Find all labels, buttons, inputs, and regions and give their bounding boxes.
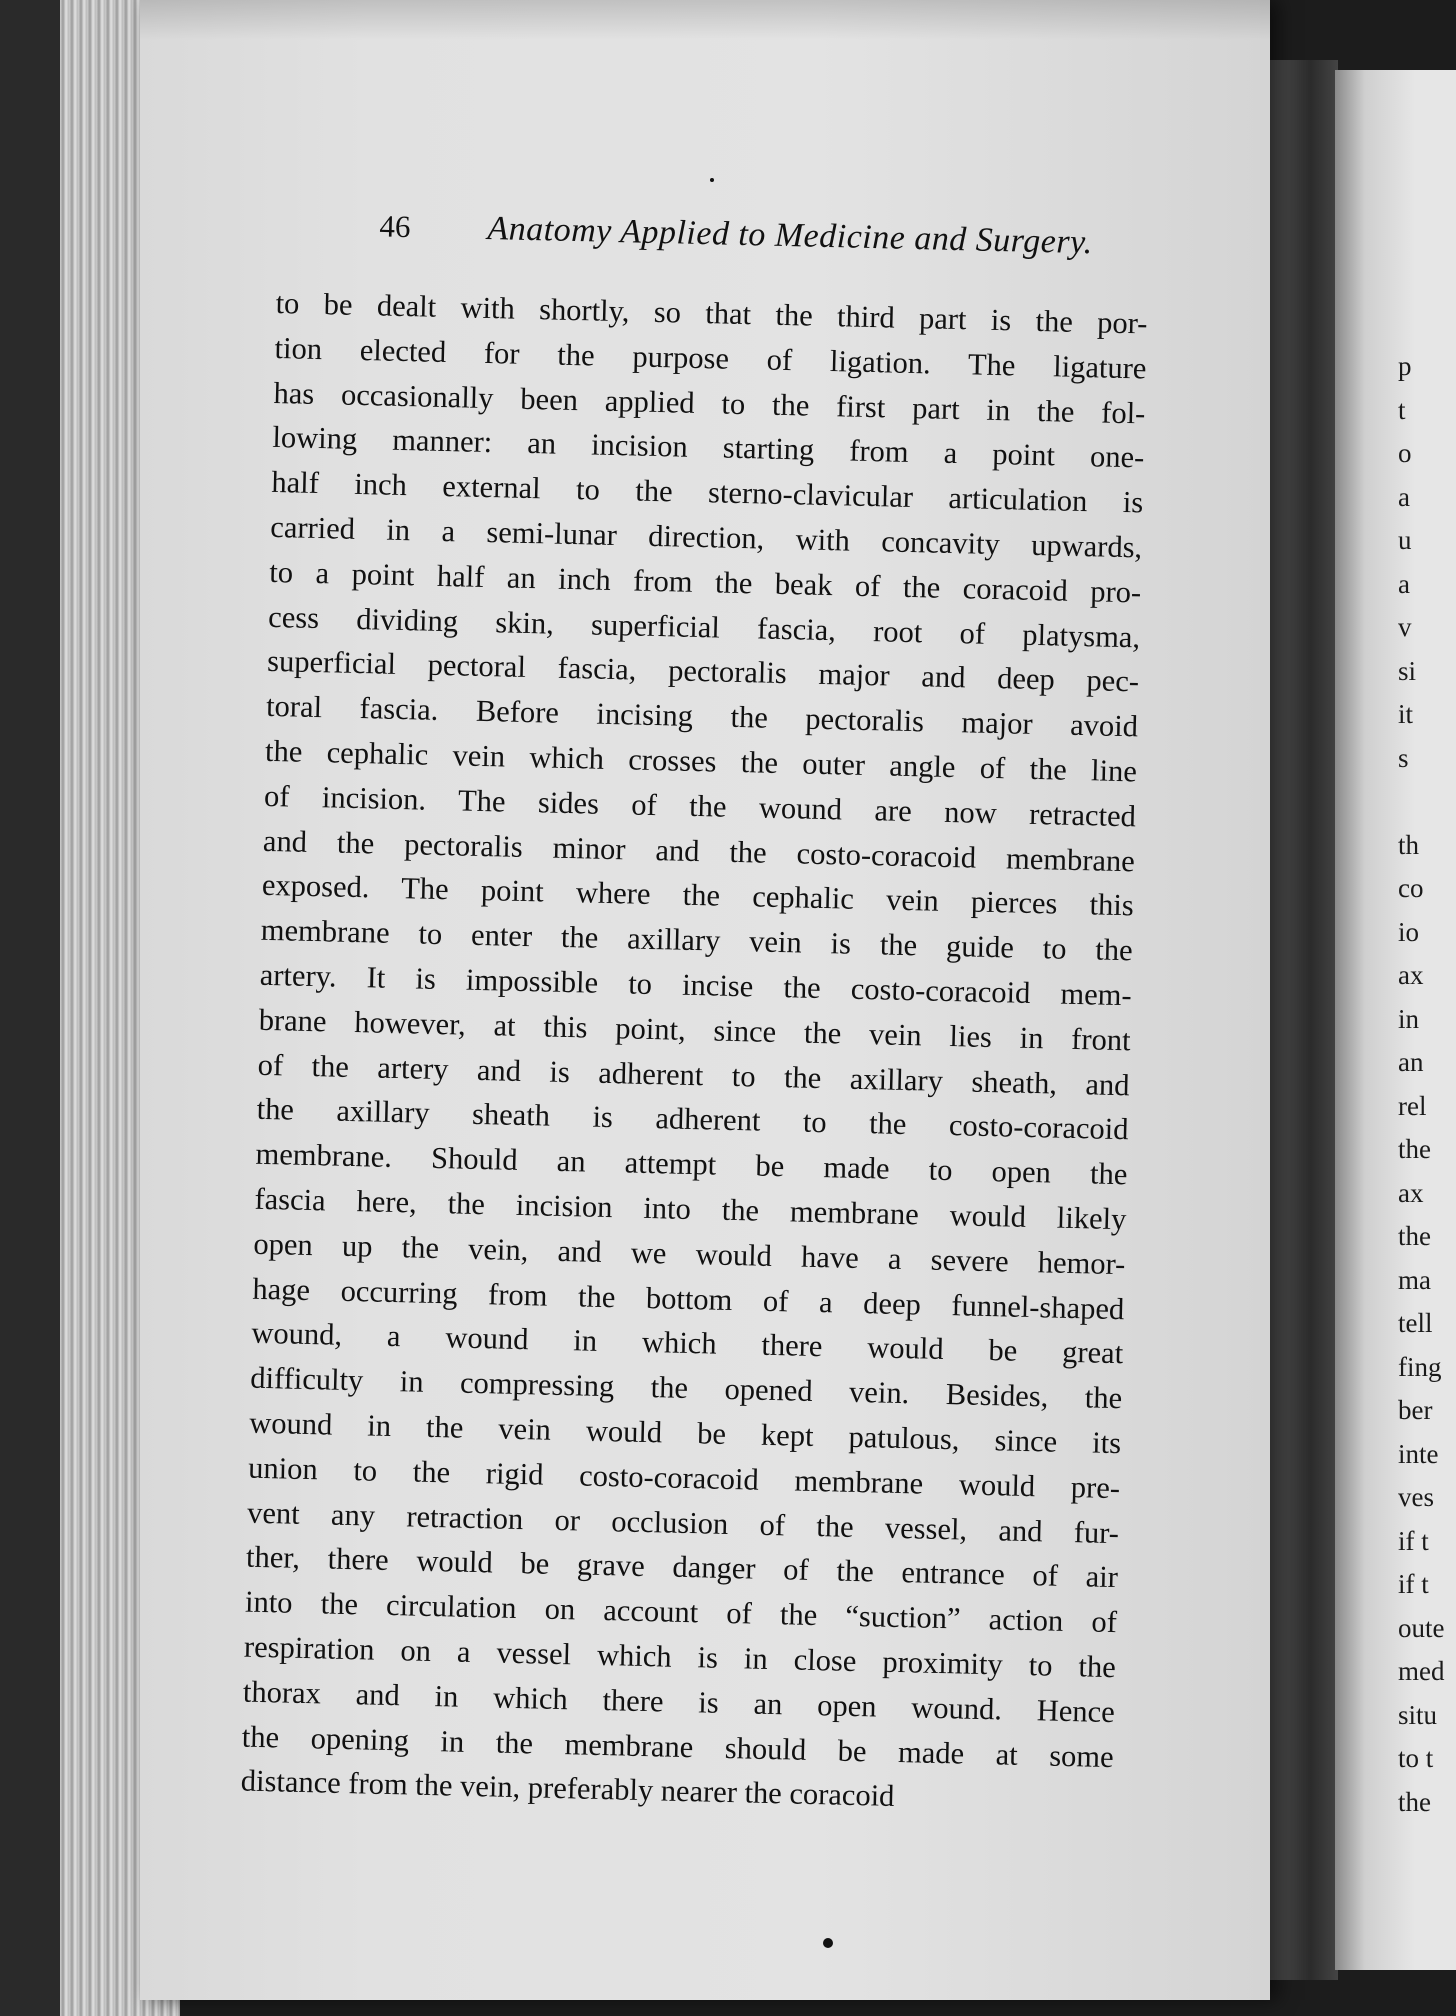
facing-fragment: o [1398,438,1412,468]
text-line: cess dividing skin, superficial fascia, root of platysma, [267,599,1141,655]
text-line: and the pectoralis minor and the costo-coracoid membrane [262,823,1136,878]
facing-fragment: situ [1398,1699,1438,1730]
text-line: to a point half an inch from the beak of the coracoid pro- [268,554,1142,610]
text-line: the opening in the membrane should be made at some [241,1719,1115,1774]
facing-fragment: v [1398,612,1412,642]
facing-fragment: med [1398,1656,1445,1686]
text-line: exposed. The point where the cephalic vein pierces this [261,868,1135,923]
text-line: wound in the vein would be kept patulous, since its [248,1405,1122,1461]
facing-fragment: co [1398,873,1424,903]
text-line: distance from the vein, preferably nearer the coracoid [240,1763,895,1814]
text-line: tion elected for the purpose of ligation. The ligature [274,330,1147,386]
facing-fragment: tell [1398,1308,1433,1338]
text-line: superficial pectoral fascia, pectoralis major and deep pec- [266,644,1140,699]
text-line: the axillary sheath is adherent to the costo-coracoid [256,1092,1129,1147]
facing-fragment: the [1398,1786,1431,1817]
text-line: thorax and in which there is an open wound. Hence [242,1674,1116,1729]
ink-dot-bottom [823,1938,833,1948]
facing-fragment: ax [1398,960,1424,990]
facing-fragment: if t [1398,1569,1429,1599]
background-left [0,0,62,2016]
running-title: Anatomy Applied to Medicine and Surgery. [487,209,1094,262]
text-line: to be dealt with shortly, so that the third part is the por- [275,285,1148,341]
text-line: carried in a semi-lunar direction, with concavity upwards, [270,509,1143,565]
text-line: hage occurring from the bottom of a deep funnel-shaped [252,1271,1125,1326]
ink-dot-top [710,178,714,182]
text-line: of the artery and is adherent to the axillary sheath, and [257,1047,1130,1102]
text-line: union to the rigid costo-coracoid membrane would pre- [247,1450,1121,1505]
text-line: half inch external to the sterno-clavicular articulation is [271,465,1144,520]
facing-fragment: ves [1398,1482,1434,1512]
text-line: lowing manner: an incision starting from a point one- [272,420,1145,475]
page-number: 46 [379,208,411,245]
facing-fragment: ber [1398,1395,1433,1425]
facing-fragment: it [1398,699,1414,729]
text-line: fascia here, the incision into the membrane would likely [254,1181,1127,1237]
text-line: membrane. Should an attempt be made to open the [255,1136,1128,1192]
text-line: membrane to enter the axillary vein is the guide to the [260,912,1134,968]
text-line: open up the vein, and we would have a severe hemor- [253,1226,1126,1281]
page-content [240,205,1149,1824]
text-line: vent any retraction or occlusion of the vessel, and fur- [246,1495,1120,1550]
facing-fragment: p [1398,351,1412,381]
facing-fragment [1398,780,1456,824]
text-line: into the circulation on account of the “suction” action of [244,1584,1118,1640]
text-line: has occasionally been applied to the first part in the fol- [273,375,1146,431]
text-line: the cephalic vein which crosses the outer angle of the line [264,733,1138,789]
facing-fragment: io [1398,916,1420,947]
facing-fragment: th [1398,829,1420,860]
text-line: wound, a wound in which there would be great [251,1316,1124,1371]
facing-fragment: si [1398,655,1417,686]
facing-fragment: oute [1398,1612,1445,1643]
facing-fragment: rel [1398,1090,1427,1121]
text-line: ther, there would be grave danger of the entrance of air [245,1539,1119,1595]
facing-fragment: if t [1398,1525,1429,1556]
facing-fragment: to t [1398,1743,1434,1773]
facing-fragment: the [1398,1221,1431,1251]
facing-fragment: a [1398,568,1410,599]
facing-fragment: ax [1398,1177,1424,1208]
facing-fragment: in [1398,1003,1420,1034]
facing-fragment: ma [1398,1264,1431,1295]
facing-fragment: the [1398,1134,1431,1164]
text-line: difficulty in compressing the opened vein. Besides, the [249,1360,1123,1416]
text-line: toral fascia. Before incising the pectoralis major avoid [265,689,1139,744]
text-line: brane however, at this point, since the vein lies in front [258,1002,1131,1058]
facing-fragment: an [1398,1047,1424,1077]
facing-fragment: s [1398,742,1409,773]
facing-fragment: a [1398,481,1410,512]
facing-fragment: fing [1398,1351,1442,1382]
facing-fragment: inte [1398,1438,1439,1469]
page-top-shadow [140,0,1270,40]
body-text [240,281,1148,1824]
text-line: respiration on a vessel which is in close proximity to the [243,1629,1117,1685]
book-gutter-shadow [1268,60,1338,1980]
text-line: of incision. The sides of the wound are now retracted [263,778,1137,834]
facing-page-fragments [1398,345,1456,1824]
facing-fragment: u [1398,525,1412,555]
facing-fragment: t [1398,394,1406,425]
text-line: artery. It is impossible to incise the costo-coracoid mem- [259,957,1133,1013]
